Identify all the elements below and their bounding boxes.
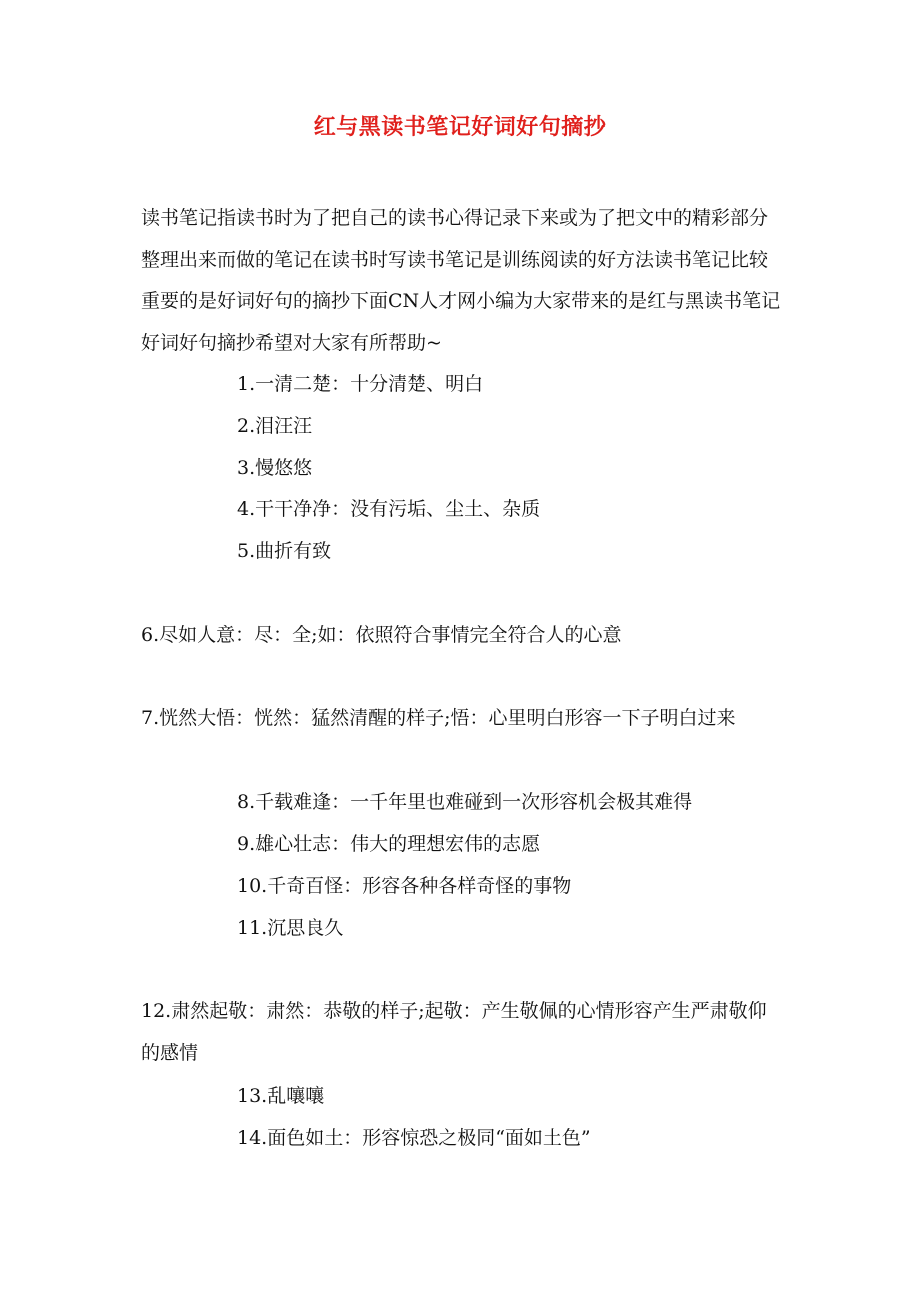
list-item: 6.尽如人意：尽：全;如：依照符合事情完全符合人的心意 — [141, 624, 622, 646]
list-item: 13.乱嚷嚷 — [237, 1085, 325, 1107]
list-item: 8.千载难逢：一千年里也难碰到一次形容机会极其难得 — [237, 791, 693, 813]
list-item: 12.肃然起敬：肃然：恭敬的样子;起敬：产生敬佩的心情形容产生严肃敬仰的感情 — [141, 1000, 767, 1064]
list-item: 4.干干净净：没有污垢、尘土、杂质 — [237, 498, 541, 520]
page-title: 红与黑读书笔记好词好句摘抄 — [313, 114, 607, 140]
list-item: 10.千奇百怪：形容各种各样奇怪的事物 — [237, 875, 572, 897]
list-item: 14.面色如土：形容惊恐之极同“面如土色” — [237, 1127, 591, 1149]
list-item: 3.慢悠悠 — [237, 457, 313, 479]
list-item: 1.一清二楚：十分清楚、明白 — [237, 373, 484, 395]
intro-paragraph: 读书笔记指读书时为了把自己的读书心得记录下来或为了把文中的精彩部分整理出来而做的笔记在读书时写读书笔记是训练阅读的好方法读书笔记比较重要的是好词好句的摘抄下面CN人才网小编为大家带来的是红与黑读书笔记好词好句摘抄希望对大家有所帮助~ — [141, 207, 781, 354]
list-item: 5.曲折有致 — [237, 540, 332, 562]
list-item: 9.雄心壮志：伟大的理想宏伟的志愿 — [237, 833, 541, 855]
list-item: 11.沉思良久 — [237, 917, 344, 939]
list-item: 7.恍然大悟：恍然：猛然清醒的样子;悟：心里明白形容一下子明白过来 — [141, 707, 736, 729]
list-item: 2.泪汪汪 — [237, 415, 313, 437]
